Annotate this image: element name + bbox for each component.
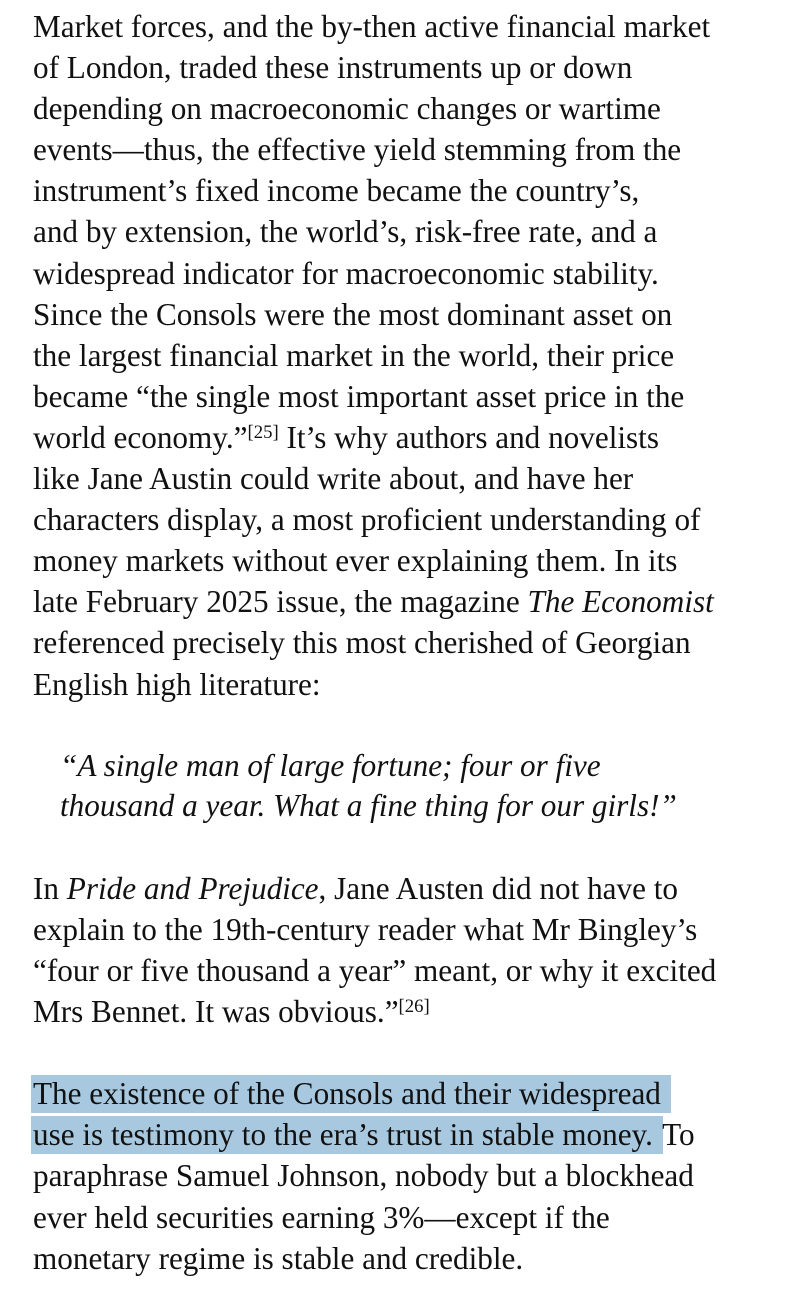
text-line: monetary regime is stable and credible. (33, 1240, 524, 1276)
footnote-ref-26[interactable]: [26] (398, 995, 430, 1017)
text-line: of London, traded these instruments up or down (33, 50, 633, 86)
text-line: explain to the 19th-century reader what Mr Bingley’s (33, 911, 698, 947)
paragraph-spacer (33, 705, 803, 746)
text-line: English high literature: (33, 666, 321, 702)
text-line: the largest financial market in the world, their price (33, 337, 675, 373)
text-line (33, 581, 803, 622)
text-line (33, 1073, 803, 1114)
text-segment: world economy.” (33, 419, 248, 455)
paragraph-spacer (33, 827, 803, 868)
text-line: and by extension, the world’s, risk-free rate, and a (33, 214, 658, 250)
text-segment: late February 2025 issue, the magazine (33, 584, 528, 620)
footnote-ref-25[interactable]: [25] (247, 421, 279, 443)
paragraph-consols-market (33, 6, 803, 705)
text-line (33, 868, 803, 909)
text-line: like Jane Austin could write about, and have her (33, 461, 634, 497)
text-line: ever held securities earning 3%—except if the (33, 1199, 610, 1235)
quote-line: “A single man of large fortune; four or five (60, 747, 601, 783)
text-line: paraphrase Samuel Johnson, nobody but a blockhead (33, 1158, 694, 1194)
paragraph-consols-trust (33, 1073, 803, 1278)
document-body (33, 6, 803, 1279)
text-segment: , Jane Austen did not have to (318, 870, 678, 906)
paragraph-spacer (33, 1032, 803, 1073)
book-title: Pride and Prejudice (66, 870, 319, 906)
text-line: instrument’s fixed income became the country’s, (33, 173, 640, 209)
text-line: depending on macroeconomic changes or wartime (33, 91, 661, 127)
text-line: became “the single most important asset price in the (33, 378, 685, 414)
text-segment: To (654, 1117, 695, 1153)
text-line: characters display, a most proficient understanding of (33, 502, 701, 538)
paragraph-pride-and-prejudice (33, 868, 803, 1032)
text-line: Since the Consols were the most dominant asset on (33, 296, 673, 332)
selected-text[interactable]: use is testimony to the era’s trust in stable money. (31, 1116, 663, 1154)
text-segment: Mrs Bennet. It was obvious.” (33, 994, 399, 1030)
text-line: “four or five thousand a year” meant, or why it excited (33, 952, 717, 988)
publication-title: The Economist (527, 584, 714, 620)
block-quote (33, 746, 803, 827)
quote-line: thousand a year. What a fine thing for our girls!” (60, 788, 677, 824)
text-line (33, 1114, 803, 1155)
text-line (33, 417, 803, 458)
text-line: Market forces, and the by-then active financial market (33, 9, 711, 44)
text-line: widespread indicator for macroeconomic stability. (33, 255, 659, 291)
text-line: money markets without ever explaining them. In its (33, 543, 678, 579)
text-line: events—thus, the effective yield stemming from the (33, 132, 682, 168)
text-line: referenced precisely this most cherished of Georgian (33, 625, 691, 661)
text-segment: It’s why authors and novelists (278, 419, 659, 455)
selected-text[interactable]: The existence of the Consols and their widespread (31, 1075, 671, 1113)
text-segment: In (33, 870, 67, 906)
text-line (33, 991, 803, 1032)
